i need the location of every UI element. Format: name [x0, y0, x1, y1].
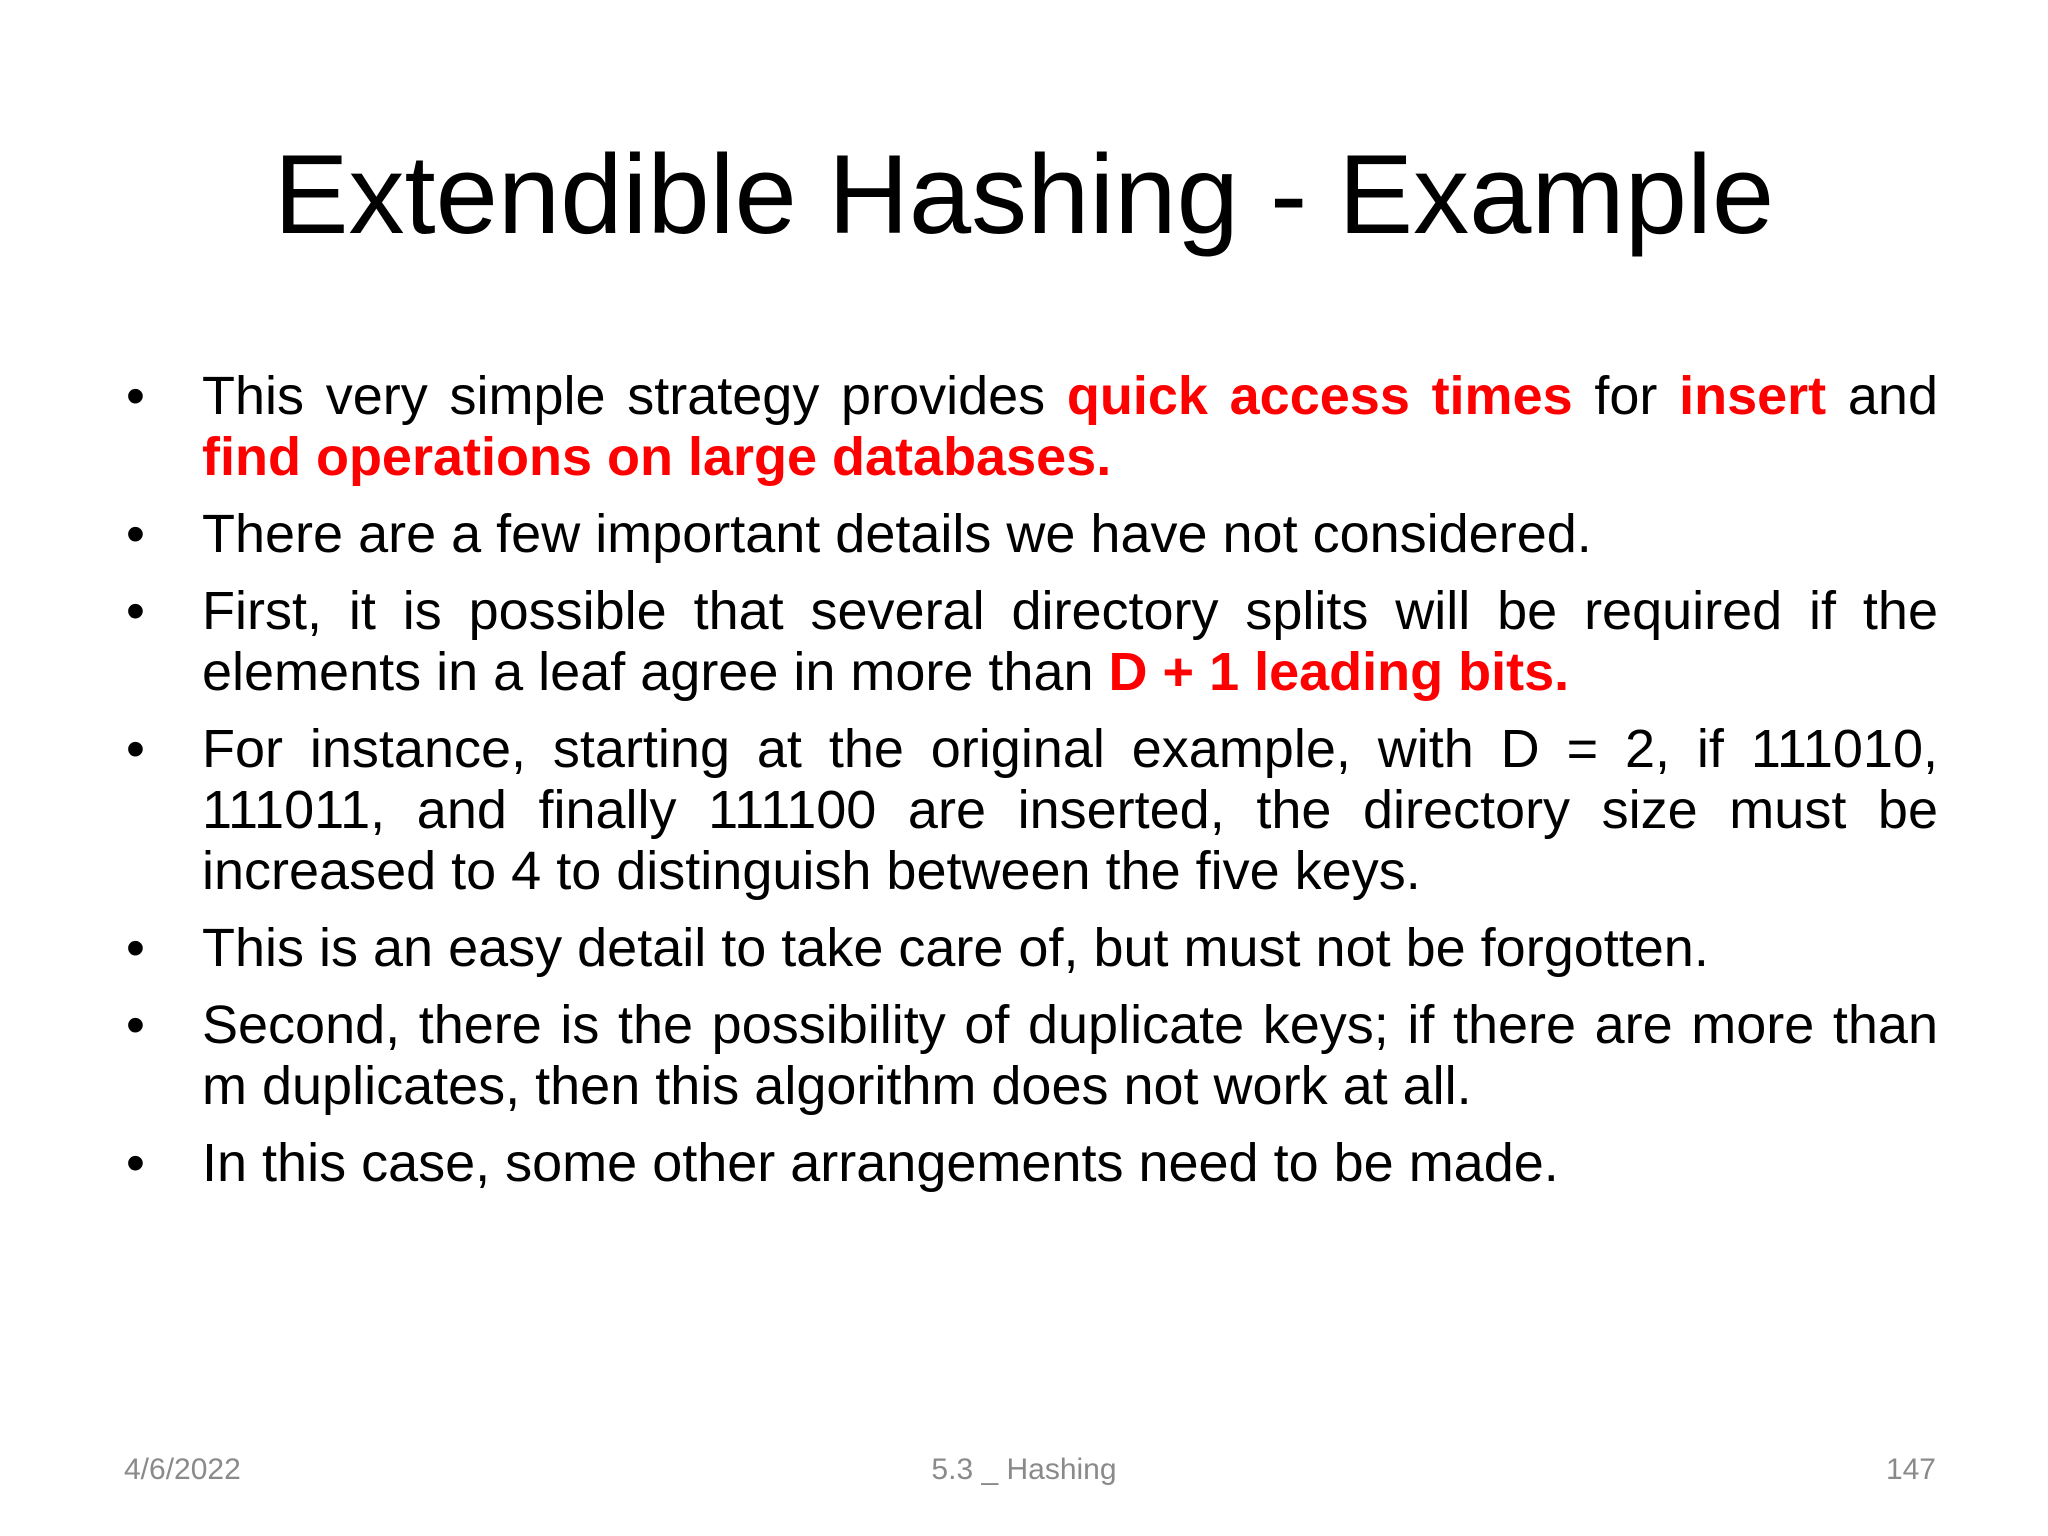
bullet-text-segment: For instance, starting at the original example, with D = 2, if 111010, 111011, and finally 111100 are inserted, the directory size must be increased to 4 to distinguish between the five keys.: [202, 719, 1938, 901]
bullet-list: [118, 366, 1938, 1210]
bullet-marker: •: [126, 995, 145, 1055]
bullet-marker: •: [126, 918, 145, 978]
bullet-text-segment: In this case, some other arrangements need to be made.: [202, 1133, 1559, 1193]
bullet-marker: •: [126, 504, 145, 564]
bullet-text-segment: There are a few important details we have not considered.: [202, 504, 1592, 564]
footer-page-number: 147: [1885, 1453, 1936, 1486]
bullet-text-segment: This is an easy detail to take care of, but must not be forgotten.: [202, 918, 1709, 978]
bullet-highlight-segment: quick access times: [1066, 366, 1573, 426]
bullet-item: [118, 719, 1938, 902]
bullet-item: [118, 995, 1938, 1117]
bullet-marker: •: [126, 581, 145, 641]
bullet-text-segment: This very simple strategy provides: [202, 366, 1067, 426]
bullet-marker: •: [126, 1133, 145, 1193]
bullet-item: [118, 504, 1938, 565]
bullet-highlight-segment: insert: [1679, 366, 1827, 426]
bullet-text-segment: Second, there is the possibility of duplicate keys; if there are more than m duplicates, then this algorithm does not work at all.: [202, 995, 1938, 1116]
bullet-marker: •: [126, 719, 145, 779]
bullet-text-segment: First, it is possible that several directory splits will be required if the elements in a leaf agree in more than: [202, 581, 1938, 702]
slide-title: Extendible Hashing - Example: [273, 132, 1775, 257]
bullet-item: [118, 366, 1938, 488]
footer-date: 4/6/2022: [124, 1453, 241, 1486]
bullet-item: [118, 918, 1938, 979]
bullet-text-segment: for: [1572, 366, 1680, 426]
bullet-highlight-segment: D + 1 leading bits.: [1108, 642, 1570, 702]
bullet-text-segment: and: [1826, 366, 1938, 426]
bullet-item: [118, 1133, 1938, 1194]
bullet-marker: •: [126, 366, 145, 426]
footer-section-title: 5.3 _ Hashing: [931, 1453, 1117, 1486]
bullet-highlight-segment: find operations on large databases.: [202, 427, 1112, 487]
bullet-item: [118, 581, 1938, 703]
